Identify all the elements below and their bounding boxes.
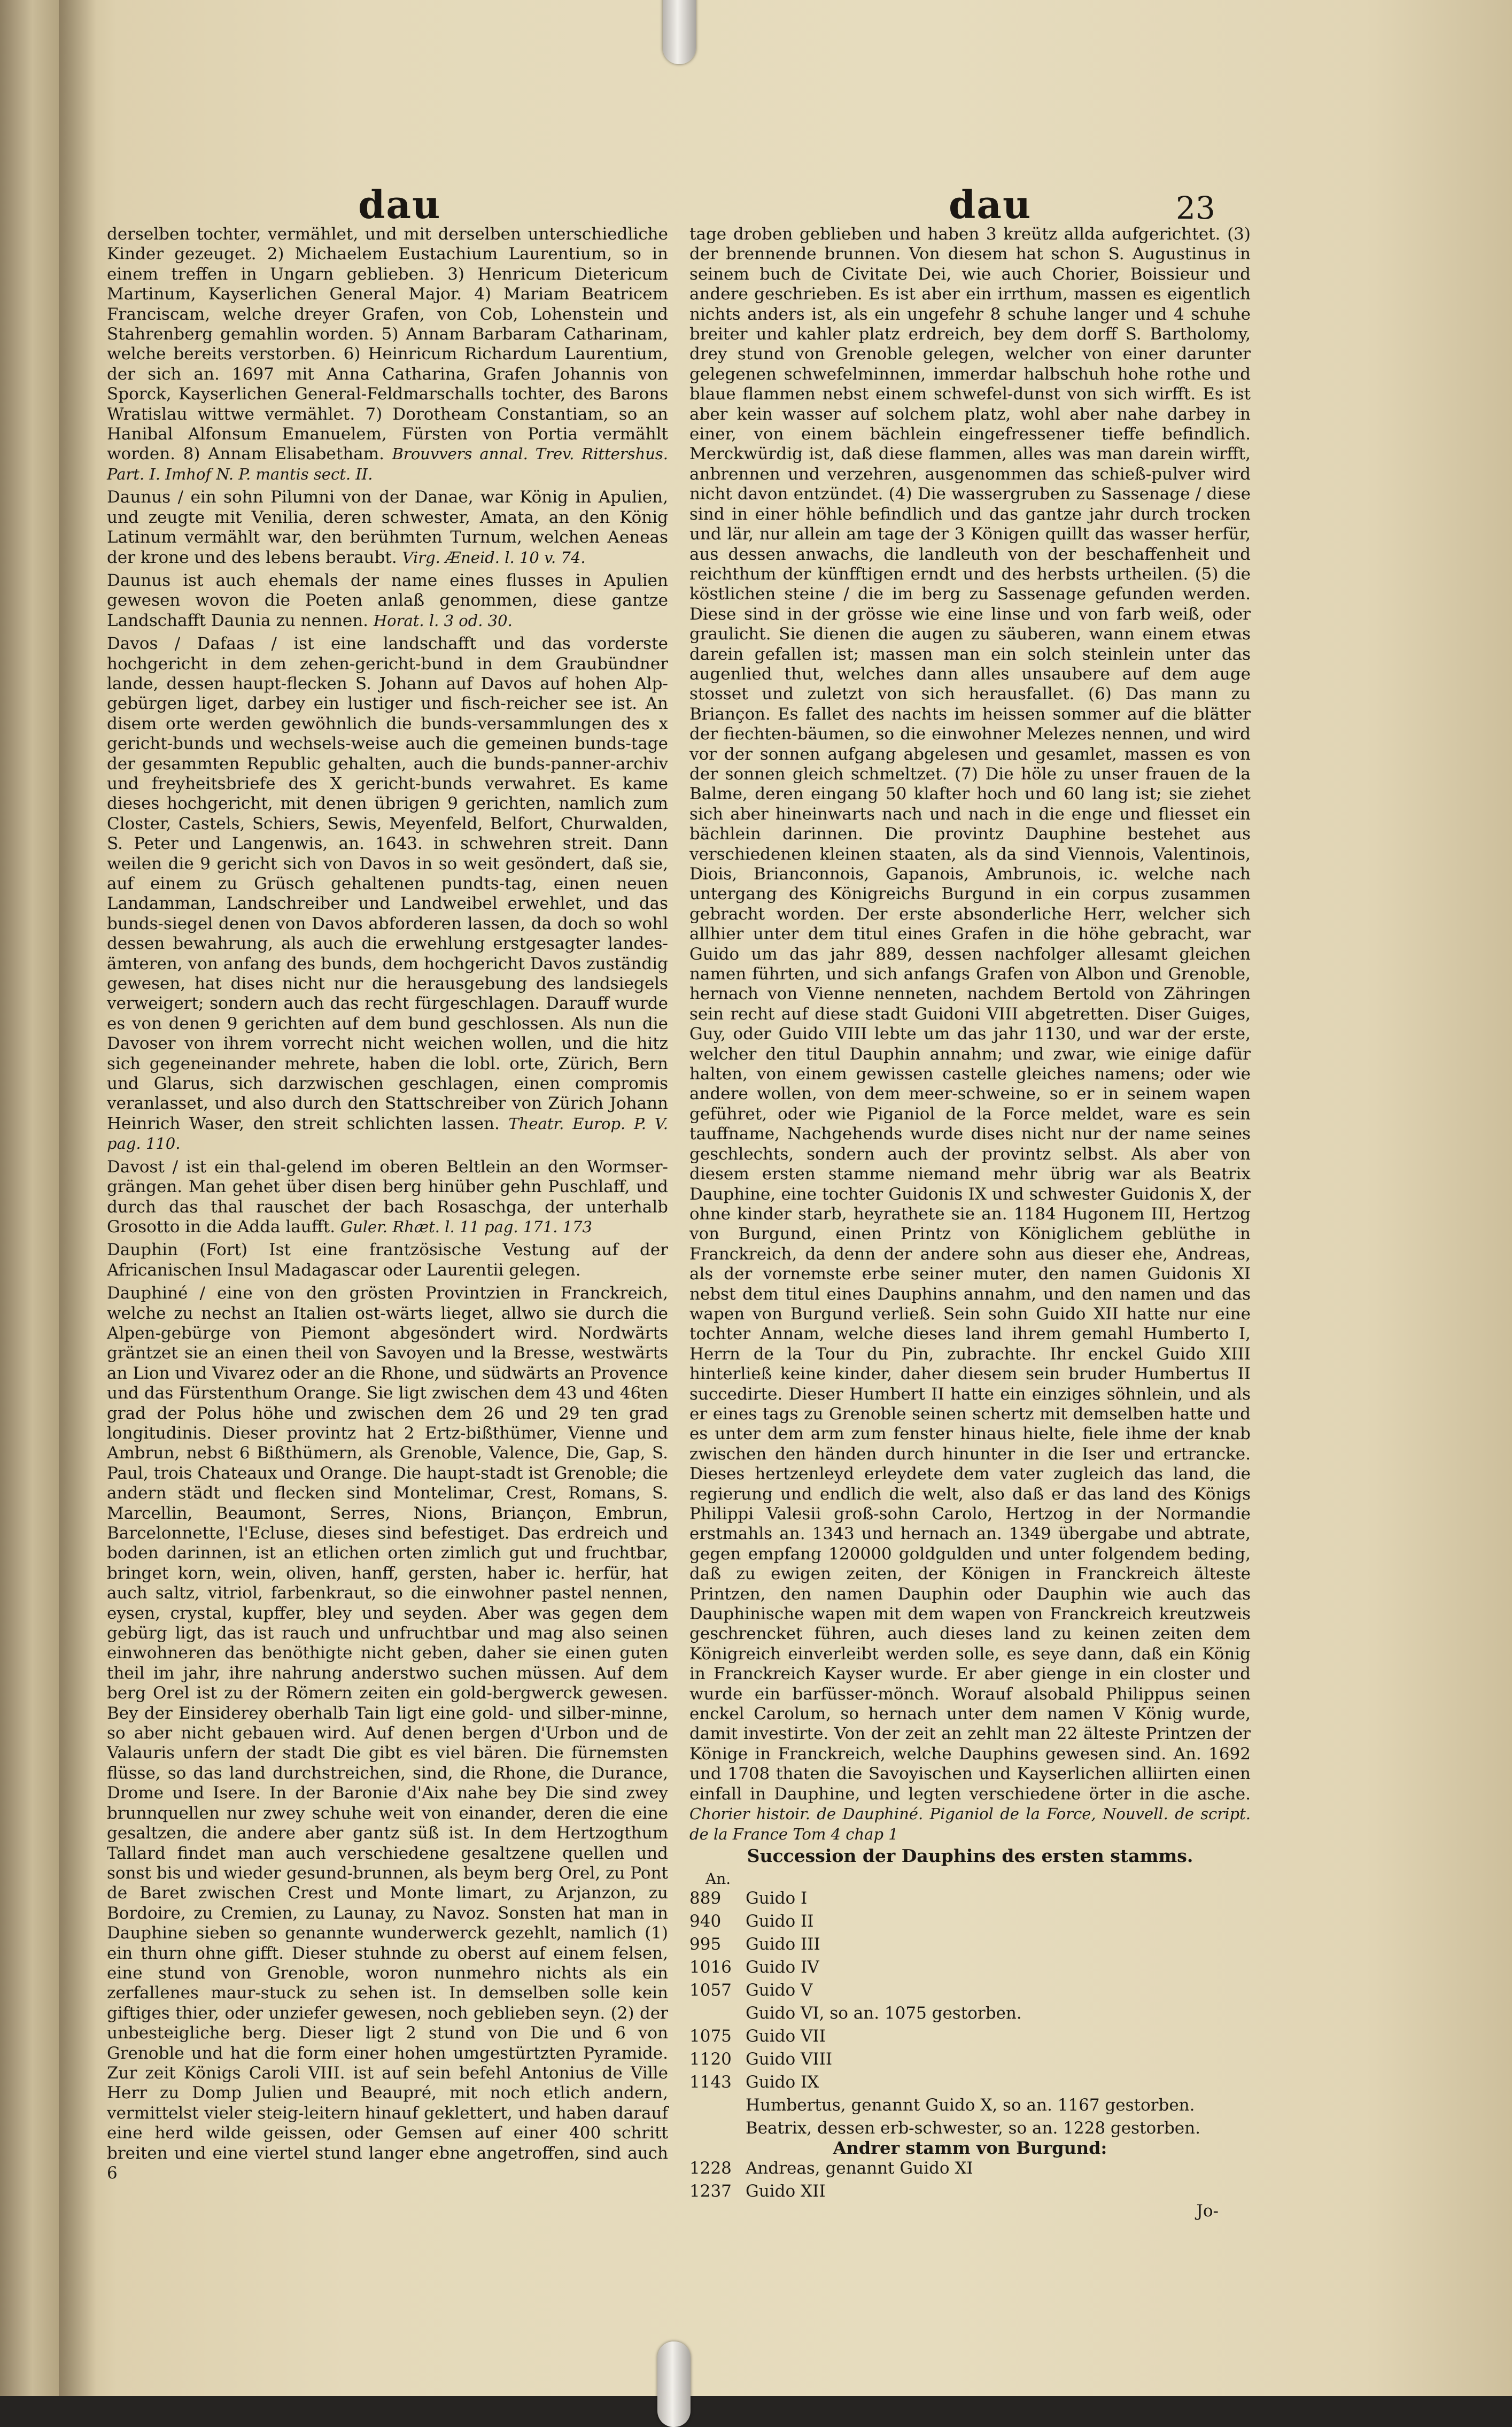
succession-name: Guido XII — [746, 2181, 826, 2201]
succession-year: 940 — [689, 1912, 722, 1931]
succession-name: Humbertus, genannt Guido X, so an. 1167 gestorben. — [746, 2096, 1195, 2115]
succession-entry — [689, 2182, 1251, 2201]
succession-entry — [689, 2027, 1251, 2046]
succession-name: Guido VIII — [746, 2050, 833, 2069]
succession-name: Guido VI, so an. 1075 gestorben. — [746, 2004, 1022, 2023]
paragraph-text: Davos / Dafaas / ist eine landschafft und das vorderste hochgericht in dem zehen-gericht-bund in dem Graubündner lande, dessen haupt-flecken S. Johann auf Davos auf hohen Alp-gebürgen liget, darbey ein lustiger und fisch-reicher see ist. An disem orte werden gewöhnlich die bunds-versammlungen des x gericht-bunds und wechsels-weise auch die gemeinen bunds-tage der gesammten Republic gehalten, auch die bunds-panner-archiv und freyheitsbriefe des X gericht-bunds verwahret. Es kame dieses hochgericht, mit denen übrigen 9 gerichten, namlich zum Closter, Castels, Schiers, Sewis, Meyenfeld, Belfort, Churwalden, S. Peter und Langenwis, an. 1643. in schwehren streit. Dann weilen die 9 gericht sich von Davos in so weit gesöndert, daß sie, auf einem zu Grüsch gehaltenen pundts-tag, einen neuen Landamman, Landschreiber und Landweibel erwehlet, und das bunds-siegel denen von Davos abforderen lassen, da doch so wohl dessen bewahrung, als auch die erwehlung erstgesagter landes-ämteren, von anfang des bunds, dem hochgericht Davos zuständig gewesen, hat dises nicht nur die herausgebung des landsiegels verweigert; sondern auch das recht fürgeschlagen. Darauff wurde es von denen 9 gerichten auf dem bund geschlossen. Als nun die Davoser von ihrem vorrecht nicht weichen wollen, und die hitz sich gegeneinander mehrete, haben die lobl. orte, Zürich, Bern und Glarus, sich darzwischen geschlagen, einen compromis veranlasset, und also durch den Stattschreiber von Zürich Johann Heinrich Waser, den streit schlichten lassen. — [107, 634, 668, 1133]
succession-second-list — [689, 2159, 1251, 2201]
succession-year: 995 — [689, 1935, 722, 1954]
book-page — [59, 0, 1512, 2396]
paragraph-text: Daunus ist auch ehemals der name eines flusses in Apulien gewesen wovon die Poeten anlaß genommen, diese gantze Landschafft Daunia zu nennen. — [107, 570, 668, 630]
citation: Brouvvers annal. Trev. Rittershus. Part. I. Imhof N. P. mantis sect. II. — [107, 445, 669, 483]
citation: Theatr. Europ. P. V. pag. 110. — [107, 1114, 668, 1153]
succession-year: 1120 — [689, 2050, 732, 2069]
paragraph-text: derselben tochter, vermählet, und mit derselben unterschiedliche Kinder gezeuget. 2) Michaelem Eustachium Laurentium, so in einem treffen in Ungarn geblieben. 3) Henricum Dietericum Martinum, Kayserlichen General Major. 4) Mariam Beatricem Franciscam, welche dreyer Grafen, von Cob, Lohenstein und Stahrenberg gemahlin worden. 5) Annam Barbaram Catharinam, welche bereits verstorben. 6) Heinricum Richardum Laurentium, der sich an. 1697 mit Anna Catharina, Grafen Johannis von Sporck, Kayserlichen General-Feldmarschalls tochter, des Barons Wratislau wittwe vermählet. 7) Dorotheam Constantiam, so an Hanibal Alfonsum Emanuelem, Fürsten von Portia vermählt worden. 8) Annam Elisabetham. — [107, 225, 668, 464]
succession-name: Beatrix, dessen erb-schwester, so an. 1228 gestorben. — [746, 2119, 1200, 2138]
succession-name: Guido IX — [746, 2073, 819, 2092]
succession-title: Succession der Dauphins des ersten stamms. — [747, 1845, 1193, 1866]
binding-clip-top — [663, 0, 696, 64]
gutter-shadow — [59, 0, 96, 2396]
succession-entry — [689, 2119, 1251, 2138]
succession-second-title: Andrer stamm von Burgund: — [833, 2138, 1107, 2159]
succession-entry — [689, 2050, 1251, 2069]
paragraph-text: Daunus / ein sohn Pilumni von der Danae, war König in Apulien, und zeugte mit Venilia, deren schwester, Amata, an den König Latinum vermählt war, den berühmten Turnum, welchen Aeneas der krone und des lebens beraubt. — [107, 488, 668, 567]
succession-entry — [689, 1889, 1251, 1908]
succession-year: 1228 — [689, 2158, 732, 2178]
left-paragraph — [107, 571, 668, 631]
page-number: 23 — [1176, 190, 1215, 226]
left-paragraph — [107, 1240, 668, 1280]
succession-an-label: An. — [705, 1869, 731, 1888]
left-paragraph — [107, 1157, 668, 1238]
paragraph-text: tage droben geblieben und haben 3 kreütz allda aufgerichtet. (3) der brennende brunnen. Von diesem hat schon S. Augustinus in seinem buch de Civitate Dei, wie auch Chorier, Boissieur und andere geschrieben. Es ist aber ein irrthum, massen es eigentlich nichts anders ist, als ein ungefehr 8 schuhe langer und 4 schuhe breiter und kahler platz erdreich, bey dem dorff S. Bartholomy, drey stund von Grenoble gelegen, welcher von einer darunter gelegenen schwefelminnen, immerdar halbschuh hohe rothe und blaue flammen nebst einem schwefel-dunst von sich wirfft. Es ist aber kein wasser auf solchem platz, wohl aber nahe darbey in einer, von einem bächlein eingefressener tieffe befindlich. Merckwürdig ist, daß diese flammen, alles was man darein wirfft, anbrennen und verzehren, ausgenommen das schieß-pulver wird nicht davon entzündet. (4) Die wassergruben zu Sassenage / diese sind in einer höhle befindlich und das gantze jahr durch trocken und lär, nur allein am tage der 3 Königen quillt das wasser herfür, aus dessen anwachs, die landleuth von der beschaffenheit und reichthum der künfftigen erndt und des herbsts urtheilen. (5) die köstlichen steine / die im berg zu Sassenage gefunden werden. Diese sind in der grösse wie eine linse und von farb weiß, oder graulicht. Sie dienen die augen zu säuberen, wann einem etwas darein gefallen ist; massen man ein solch steinlein unter das augenlied thut, welches dann alles unsaubere auf dem auge stosset und zuletzt von sich herausfallet. (6) Das mann zu Briançon. Es fallet des nachts im heissen sommer auf die blätter der fiechten-bäumen, so die einwohner Melezes nennen, und wird vor der sonnen aufgang abgelesen und gesamlet, massen es von der sonnen gleich schmeltzet. (7) Die höle zu unser frauen de la Balme, deren eingang 50 klafter hoch und 60 lang ist; sie ziehet sich aber hineinwarts nach und nach in die enge und fliesset ein bächlein darinnen. Die provintz Dauphine bestehet aus verschiedenen kleinen staaten, als da sind Viennois, Valentinois, Diois, Brianconnois, Gapanois, Ambrunois, ic. welche nach untergang des Königreichs Burgund in ein corpus zusammen gebracht worden. Der erste absonderliche Herr, welcher sich allhier unter dem titul eines Grafen in die höhe gebracht, war Guido um das jahr 889, dessen nachfolger allesamt gleichen namen führten, und sich anfangs Grafen von Albon und Grenoble, hernach von Vienne nenneten, nachdem Bertold von Zähringen sein recht auf diese stadt Guidoni VIII abgetretten. Diser Guiges, Guy, oder Guido VIII lebte um das jahr 1130, und war der erste, welcher den titul Dauphin annahm; und zwar, wie einige dafür halten, von einem gewissen castelle gleiches namens; oder wie andere wollen, von dem meer-schweine, so er in seinem wapen geführet, oder wie Piganiol de la Force meldet, ware es sein tauffname, Nachgehends wurde dises nicht nur der name seines geschlechts, sondern auch der provintz selbst. Als aber von diesem ersten stamme niemand mehr übrig war als Beatrix Dauphine, eine tochter Guidonis IX und schwester Guidonis X, der ohne kinder starb, heyrathete sie an. 1184 Hugonem III, Hertzog von Burgund, einen Printz von Königlichem geblüthe in Franckreich, da denn der andere sohn aus dieser ehe, Andreas, als der vornemste erbe seiner muter, den namen Guidonis XI nebst dem titul eines Dauphins annahm, und den namen und das wapen von Burgund verließ. Sein sohn Guido XII hatte nur eine tochter Annam, welche dieses land ihrem gemahl Humberto I, Herrn de la Tour du Pin, zubrachte. Ihr enckel Guido XIII hinterließ keine kinder, daher diesem sein bruder Humbertus II succedirte. Dieser Humbert II hatte ein einziges söhnlein, und als er eines tags zu Grenoble seinen schertz mit demselben hatte und es unter dem arm zum fenster hinaus hielte, fiele ihme der knab zwischen den händen durch hinunter in die Iser und ertrancke. Dieses hertzenleyd erleydete dem vater zugleich das land, die regierung und endlich die welt, also daß er das land des Königs Philippi Valesii groß-sohn Carolo, Hertzog in der Normandie erstmahls an. 1343 und hernach an. 1349 übergabe und abtrate, gegen empfang 120000 goldgulden und unter folgendem beding, daß zu ewigen zeiten, der Königen in Franckreich älteste Printzen, den namen Dauphin oder Dauphin wie auch das Dauphinische wapen mit dem wapen von Franckreich kreutzweis geschrencket führen, auch dieses land zu keinen zeiten dem Königreich einverleibt werden solle, es seye dann, daß ein König in Franckreich Kayser wurde. Er aber gienge in ein closter und wurde ein barfüsser-mönch. Worauf alsobald Philippus seinen enckel Carolum, so hernach unter dem namen V König wurde, damit investirte. Von der zeit an zehlt man 22 älteste Printzen der Könige in Franckreich, welche Dauphins gewesen sind. An. 1692 und 1708 thaten die Savoyischen und Kayserlichen alliirten einen einfall in Dauphine, und legten verschiedene örter in die asche. — [689, 225, 1251, 1804]
succession-entry — [689, 1958, 1251, 1977]
right-column — [689, 225, 1251, 2221]
paragraph-text: Dauphin (Fort) Ist eine frantzösische Vestung auf der Africanischen Insul Madagascar oder Laurentii gelegen. — [107, 1240, 668, 1280]
succession-name: Guido I — [746, 1889, 808, 1908]
left-column — [107, 225, 668, 2183]
left-paragraph — [107, 488, 668, 568]
left-paragraph — [107, 225, 668, 484]
succession-year: 1057 — [689, 1981, 732, 2000]
binding-clip-bottom — [657, 2341, 691, 2427]
succession-list — [689, 1889, 1251, 2138]
succession-entry — [689, 2073, 1251, 2092]
citation: Chorier histoir. de Dauphiné. Piganiol de la Force, Nouvell. de script. de la France Tom 4 chap 1 — [689, 1805, 1251, 1843]
citation: Guler. Rhæt. l. 11 pag. 171. 173 — [340, 1217, 593, 1236]
succession-entry — [689, 2096, 1251, 2115]
previous-page-edge — [0, 0, 60, 2396]
paragraph-text: Dauphiné / eine von den grösten Provintzien in Franckreich, welche zu nechst an Italien ost-wärts lieget, allwo sie durch die Alpen-gebürge von Piemont abgesöndert wird. Nordwärts gräntzet sie an einen theil von Savoyen und la Bresse, westwärts an Lion und Vivarez oder an die Rhone, und südwärts an Provence und das Fürstenthum Orange. Sie ligt zwischen dem 43 und 46ten grad der Polus höhe und zwischen dem 26 und 29 ten grad longitudinis. Dieser provintz hat 2 Ertz-bißthümer, Vienne und Ambrun, nebst 6 Bißthümern, als Grenoble, Valence, Die, Gap, S. Paul, trois Chateaux und Orange. Die haupt-stadt ist Grenoble; die andern städt und flecken sind Montelimar, Crest, Romans, S. Marcellin, Beaumont, Serres, Nions, Briançon, Embrun, Barcelonnette, l'Ecluse, dieses sind befestiget. Das erdreich und boden darinnen, ist an etlichen orten zimlich gut und fruchtbar, bringet korn, wein, oliven, hanff, gersten, haber ic. herfür, hat auch saltz, vitriol, farbenkraut, so die einwohner pastel nennen, eysen, crystal, kupffer, bley und seyden. Aber was gegen dem gebürg ligt, das ist rauch und unfruchtbar und mag also seinen einwohneren das benöthigte nicht geben, daher sie einen guten theil im jahr, ihre nahrung anderstwo suchen müssen. Auf dem berg Orel ist zu der Römern zeiten ein gold-bergwerck gewesen. Bey der Einsiderey oberhalb Tain ligt eine gold- und silber-minne, so aber nicht gebauen wird. Auf denen bergen d'Urbon und de Valauris unfern der stadt Die gibt es viel bären. Die fürnemsten flüsse, so das land durchstreichen, sind, die Rhone, die Durance, Drome und Isere. In der Baronie d'Aix nahe bey Die sind zwey brunnquellen nur zwey schuhe weit von einander, deren die eine gesaltzen, die andere aber gantz süß ist. In dem Hertzogthum Tallard findet man auch verschiedene gesaltzene quellen und sonst bis und wieder gesund-brunnen, als beym berg Orel, zu Pont de Baret zwischen Crest und Monte limart, zu Arjanzon, zu Bordoire, zu Cremien, zu Launay, zu Navoz. Sonsten hat man in Dauphine sieben so genannte wunderwerck gezehlt, namlich (1) ein thurn ohne gifft. Dieser stuhnde zu oberst auf einem felsen, eine stund von Grenoble, woron nunmehro nichts als ein zerfallenes maur-stuck zu sehen ist. In demselben solle kein giftiges thier, oder unziefer gewesen, noch geblieben seyn. (2) der unbesteigliche berg. Dieser ligt 2 stund von Die und 6 von Grenoble und hat die form einer hohen umgestürtzten Pyramide. Zur zeit Königs Caroli VIII. ist auf sein befehl Antonius de Ville Herr zu Domp Julien und Beaupré, mit noch etlich andern, vermittelst vieler steig-leitern hinauf geklettert, und haben darauf eine herd wilde geissen, oder Gemsen auf einer 400 schritt breiten und eine viertel stund langer ebne angetroffen, sind auch 6 — [107, 1284, 668, 2183]
succession-entry — [689, 2004, 1251, 2023]
succession-name: Guido V — [746, 1981, 813, 2000]
paragraph-text: Davost / ist ein thal-gelend im oberen Beltlein an den Wormser-grängen. Man gehet über disen berg hinüber gehn Puschlaff, und durch das thal rauschet der bach Rosaschga, der unterhalb Grosotto in die Adda laufft. — [107, 1157, 668, 1236]
right-paragraph — [689, 225, 1251, 1844]
citation: Horat. l. 3 od. 30. — [373, 611, 513, 630]
succession-year: 889 — [689, 1889, 722, 1908]
succession-year: 1237 — [689, 2181, 732, 2201]
succession-name: Guido II — [746, 1912, 814, 1931]
succession-name: Guido VII — [746, 2027, 826, 2046]
left-paragraph — [107, 634, 668, 1154]
succession-entry — [689, 1912, 1251, 1931]
catchword: Jo- — [1196, 2201, 1219, 2221]
succession-year: 1143 — [689, 2073, 732, 2092]
citation: Virg. Æneid. l. 10 v. 74. — [402, 548, 586, 567]
running-header-right: dau — [949, 182, 1032, 227]
succession-entry — [689, 1935, 1251, 1954]
succession-entry — [689, 1981, 1251, 2000]
succession-name: Guido IV — [746, 1958, 819, 1977]
left-paragraph — [107, 1284, 668, 2183]
running-header-left: dau — [358, 182, 441, 227]
succession-entry — [689, 2159, 1251, 2178]
succession-name: Andreas, genannt Guido XI — [746, 2158, 973, 2178]
succession-name: Guido III — [746, 1935, 820, 1954]
succession-year: 1016 — [689, 1958, 732, 1977]
succession-year: 1075 — [689, 2027, 732, 2046]
